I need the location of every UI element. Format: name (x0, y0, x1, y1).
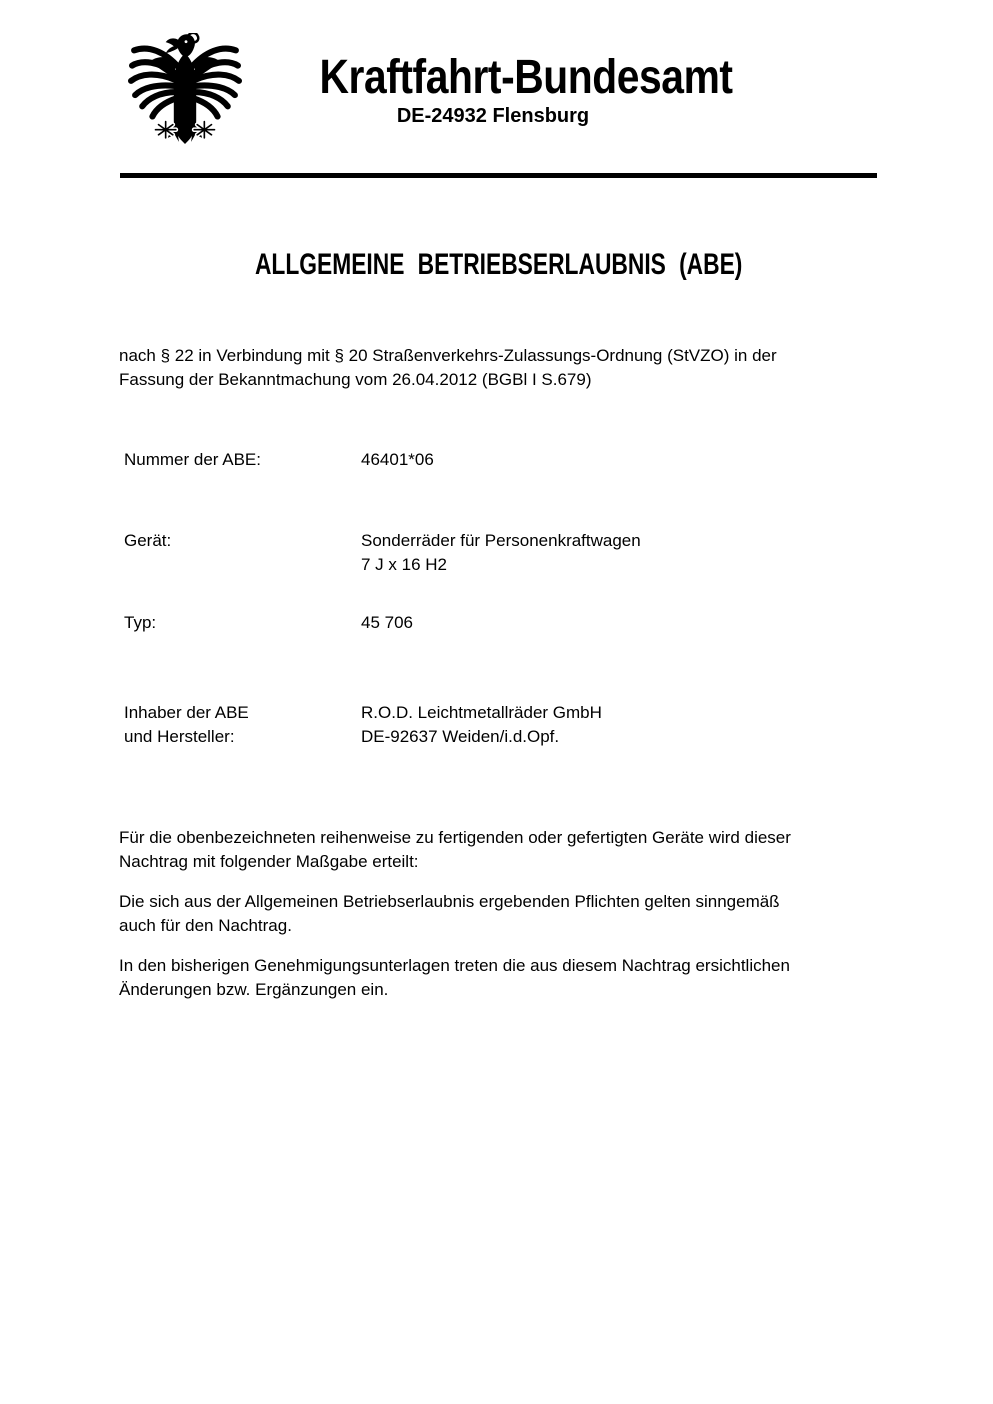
body-paragraph (119, 890, 889, 937)
field-label-line: Inhaber der ABE (124, 703, 249, 722)
field-row-geraet (124, 529, 641, 577)
paragraph-line: Die sich aus der Allgemeinen Betriebserlaubnis ergebenden Pflichten gelten sinngemäß (119, 892, 780, 911)
authority-name: Kraftfahrt-Bundesamt (319, 51, 733, 104)
paragraph-line: Für die obenbezeichneten reihenweise zu fertigenden oder gefertigten Geräte wird dieser (119, 828, 791, 847)
field-value-line: Sonderräder für Personenkraftwagen (361, 531, 641, 550)
document-title: ALLGEMEINE BETRIEBSERLAUBNIS (ABE) (254, 248, 743, 281)
field-value-line: DE-92637 Weiden/i.d.Opf. (361, 727, 560, 746)
field-value: 45 706 (361, 613, 413, 632)
paragraph-line: Änderungen bzw. Ergänzungen ein. (119, 979, 389, 999)
field-label: Gerät: (124, 531, 172, 550)
field-row-inhaber-und-hersteller (124, 701, 602, 749)
field-label: Typ: (124, 613, 157, 632)
field-value: 46401*06 (361, 450, 434, 469)
legal-basis-line: Fassung der Bekanntmachung vom 26.04.2012 (BGBl I S.679) (119, 369, 592, 389)
field-row-typ (124, 611, 413, 635)
field-value (361, 529, 641, 577)
legal-basis-paragraph (119, 344, 889, 391)
field-row-nummer-der-abe (124, 448, 434, 472)
authority-location: DE-24932 Flensburg (396, 105, 590, 127)
header-divider-rule (120, 173, 877, 178)
document-title-wrap (120, 250, 877, 280)
field-label: Nummer der ABE: (124, 450, 261, 469)
field-label (124, 701, 361, 749)
body-paragraph (119, 954, 889, 1001)
field-value-line: 7 J x 16 H2 (361, 555, 447, 574)
letterhead (283, 51, 733, 127)
paragraph-line: In den bisherigen Genehmigungsunterlagen treten die aus diesem Nachtrag ersichtlichen (119, 956, 790, 975)
paragraph-line: Nachtrag mit folgender Maßgabe erteilt: (119, 851, 419, 871)
paragraph-line: auch für den Nachtrag. (119, 915, 292, 935)
bundesadler-eagle-icon (128, 33, 242, 145)
legal-basis-line: nach § 22 in Verbindung mit § 20 Straßenverkehrs-Zulassungs-Ordnung (StVZO) in der (119, 346, 777, 365)
field-value-line: R.O.D. Leichtmetallräder GmbH (361, 703, 602, 722)
body-paragraph (119, 826, 889, 873)
field-value (361, 701, 602, 749)
field-label-line: und Hersteller: (124, 727, 235, 746)
